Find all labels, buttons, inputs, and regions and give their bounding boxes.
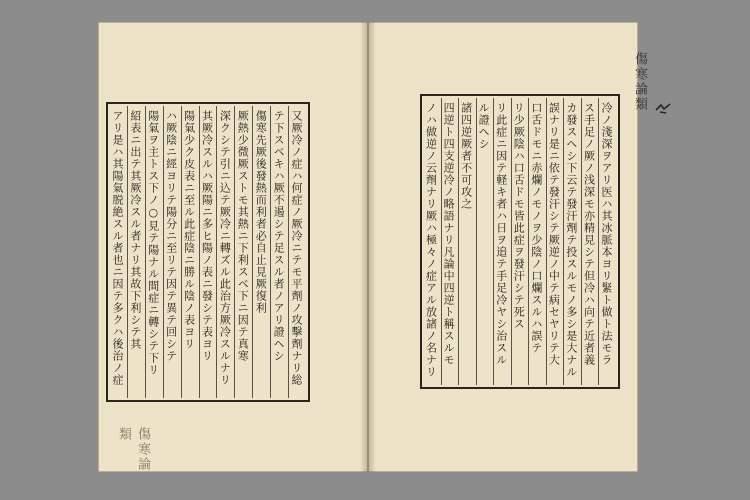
right-text-frame: [420, 94, 620, 389]
left-page: [98, 22, 368, 472]
text-column: 又厥冷ノ症ハ何症ノ厥冷ニテモ平劑ノ攻擊劑ナリ総: [288, 106, 306, 398]
text-column: ハ厥陰ニ經ヨリテ陽分ニ至リテ因テ異テ回シテ: [163, 106, 181, 398]
text-column: ス手足ノ厥ノ浅深モ亦精見シテ但冷ハ向テ近者義: [581, 98, 599, 385]
text-column: リ此症ニ因テ軽キ者ハ日ヲ追テ手足冷ヤシ治スル: [493, 98, 511, 385]
text-column: 四逆ト四支逆冷ノ略語ナリ凡論中四逆ト稱スルモ: [441, 98, 459, 385]
left-margin-label: 傷寒論類: [116, 427, 150, 472]
left-text-columns: [110, 106, 306, 398]
right-page: [368, 22, 647, 472]
book-gutter: [360, 22, 376, 472]
text-column: 諸四逆厥者不可攻之: [458, 98, 476, 385]
text-column: 誤ナリ是ニ依テ發汗シテ厥逆ノ中テ病セヤリテ大: [546, 98, 564, 385]
text-column: リ少厥陰ハ口舌ドモ皆此症ヲ發汗シテ死ス: [511, 98, 529, 385]
text-column: アリ是ハ其陽氣脱絶スル者也ニ因テ多クハ後治ノ症: [110, 110, 124, 386]
text-column: ノハ做逆ノ云劑ナリ厥ハ極々ノ症アル放諸ノ名ナリ: [424, 102, 438, 378]
text-column: 陽氣ヲ主トス下ノ○見テ陽ナル間症ニ轉シテ下リ: [145, 106, 163, 398]
ink-mark-icon: [654, 102, 672, 116]
text-column: 傷寒先厥後發熱而利者必自止見厥復利: [252, 106, 270, 398]
left-text-frame: [106, 102, 310, 402]
text-column: テ下スベキハ厥不遏シテ足スル者ノアリ證ヘシ: [270, 106, 288, 398]
text-column: ル證ヘシ: [476, 98, 494, 385]
text-column: 其厥冷スルハ厥陽ニ多ヒ陽ノ表ニ發シテ表ヨリ: [199, 106, 217, 398]
text-column: 陽氣少ク皮表ニ至ル此症陰ニ勝ル陰ノ表ヨリ: [181, 106, 199, 398]
text-column: 紹表ニ出テ其厥冷スル者ナリ其故下利シテ其: [127, 106, 145, 398]
text-column: 口舌ドモニ赤爛ノモノヲ少陰ノ口爛スルハ誤テ: [528, 98, 546, 385]
text-column: 冷ノ淺深ヲアリ医ハ其冰脈本ヨリ緊ト做ト法モラ: [598, 98, 616, 385]
text-column: 深クシテ引ニ込テ厥冷ニ轉ズル此治方厥冷スルナリ: [216, 106, 234, 398]
right-margin-label: 傷寒論類: [632, 52, 647, 112]
text-column: 厥熱少微厥ストモ其熱ニ下利スベ下ニ因テ真寒: [234, 106, 252, 398]
text-column: カ發スヘシ下云テ發汗劑テ投スルモノ多シ是大ナル: [563, 98, 581, 385]
open-book: [98, 22, 647, 472]
right-text-columns: [424, 98, 616, 385]
